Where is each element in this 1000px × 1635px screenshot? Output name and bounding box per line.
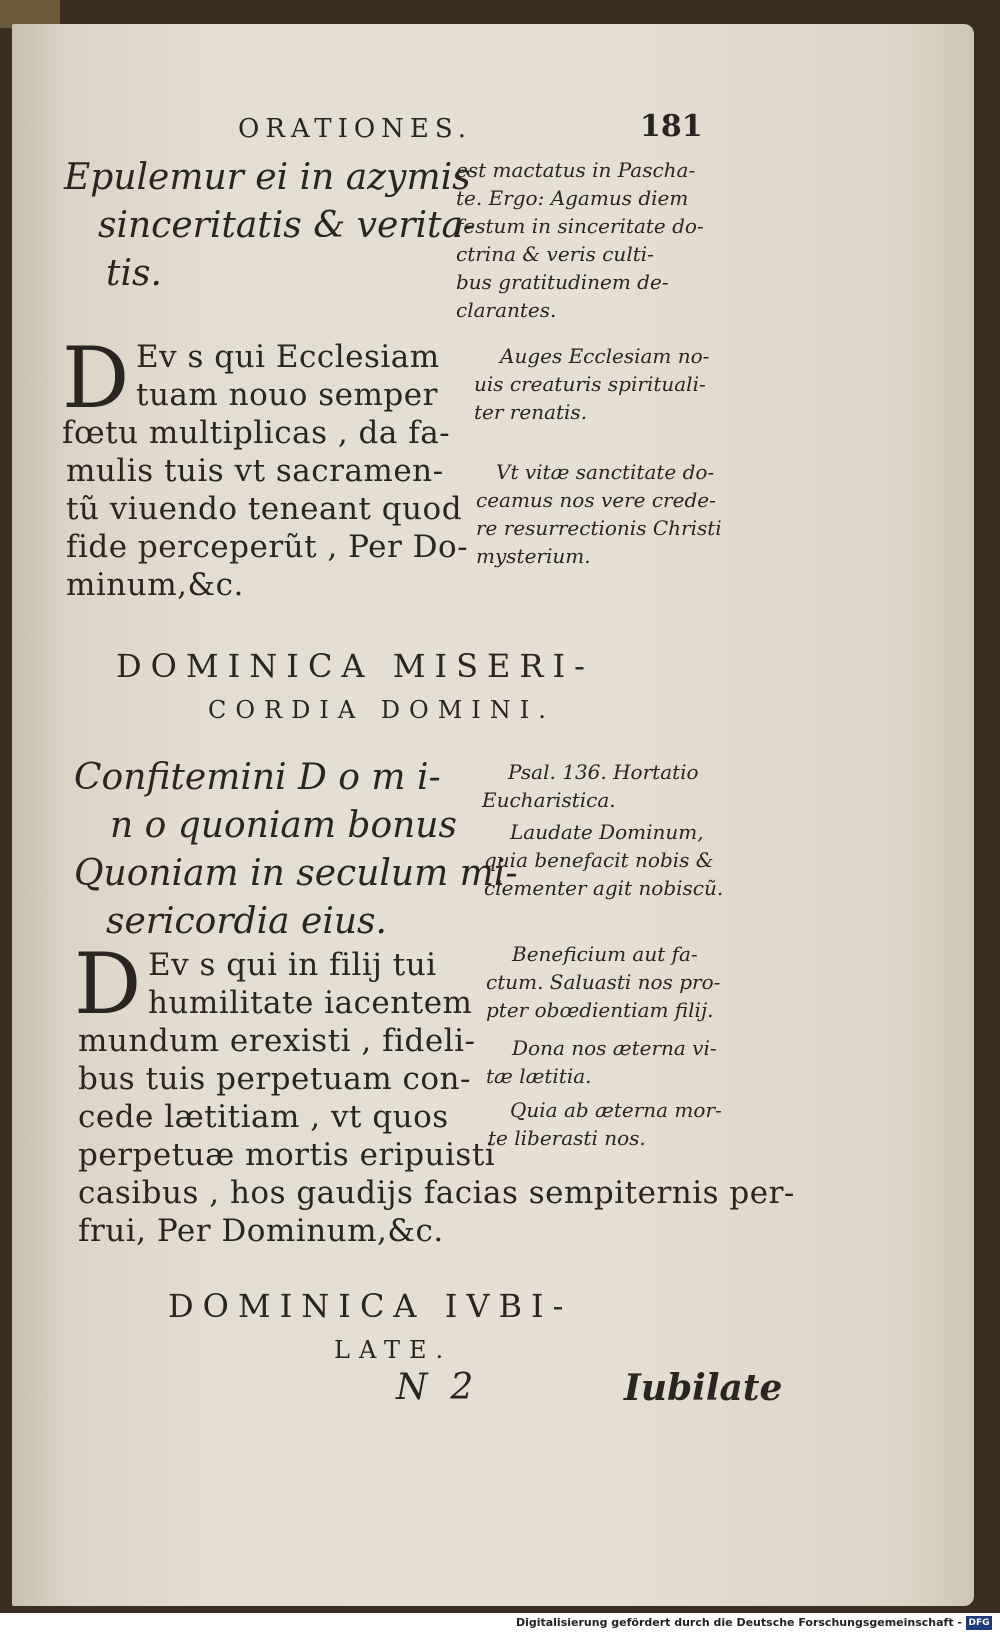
margin-note: ctrina & veris culti- (456, 242, 654, 266)
section2-title-line: n o quoniam bonus (110, 805, 457, 846)
margin-note: Psal. 136. Hortatio (508, 760, 699, 784)
prayer-line: fide perceperũt , Per Do- (66, 529, 469, 565)
folio-number: 181 (640, 109, 703, 144)
margin-note: clarantes. (456, 298, 557, 322)
prayer-line: minum,&c. (66, 567, 244, 603)
drop-cap: D (74, 935, 142, 1033)
margin-note: est mactatus in Pascha- (456, 158, 696, 182)
heading-dominica-misericordia: DOMINICA MISERI- (116, 647, 594, 685)
margin-note: uis creaturis spirituali- (474, 372, 706, 396)
margin-note: Beneficium aut fa- (512, 942, 698, 966)
margin-note: festum in sinceritate do- (456, 214, 704, 238)
section2-title-line: Quoniam in seculum mi- (74, 853, 518, 894)
signature-mark: N 2 (396, 1367, 474, 1408)
margin-note: ctum. Saluasti nos pro- (486, 970, 721, 994)
prayer-line: bus tuis perpetuam con- (78, 1061, 471, 1097)
prayer-line: mundum erexisti , fideli- (78, 1023, 476, 1059)
margin-note: re resurrectionis Christi (476, 516, 722, 540)
margin-note: te. Ergo: Agamus diem (456, 186, 689, 210)
prayer-line: tuam nouo semper (136, 377, 438, 413)
margin-note: Eucharistica. (482, 788, 616, 812)
section1-title-line: tis. (106, 253, 162, 294)
prayer-line: humilitate iacentem (148, 985, 473, 1021)
prayer-line: mulis tuis vt sacramen- (66, 453, 444, 489)
margin-note: te liberasti nos. (488, 1126, 646, 1150)
margin-note: Vt vitæ sanctitate do- (496, 460, 715, 484)
dfg-logo: DFG (966, 1616, 992, 1630)
margin-note: Auges Ecclesiam no- (500, 344, 710, 368)
heading-dominica-iubilate-line2: LATE. (334, 1336, 453, 1364)
prayer-line: Ev s qui in filij tui (148, 947, 437, 983)
section2-title-line: sericordia eius. (106, 901, 387, 942)
margin-note: ter renatis. (474, 400, 588, 424)
prayer-line: Ev s qui Ecclesiam (136, 339, 440, 375)
drop-cap: D (62, 329, 130, 427)
prayer-line: fœtu multiplicas , da fa- (62, 415, 451, 451)
margin-note: pter obœdientiam filij. (486, 998, 714, 1022)
prayer-line: frui, Per Dominum,&c. (78, 1213, 444, 1249)
section1-title-line: Epulemur ei in azymis (64, 157, 471, 198)
prayer-line: casibus , hos gaudijs facias sempiternis per- (78, 1175, 795, 1211)
margin-note: ceamus nos vere crede- (476, 488, 716, 512)
running-title: ORATIONES. (238, 114, 473, 144)
section1-title-line: sinceritatis & verita- (98, 205, 476, 246)
heading-dominica-misericordia-line2: CORDIA DOMINI. (208, 696, 555, 724)
margin-note: quia benefacit nobis & (484, 848, 714, 872)
catchword: Iubilate (624, 1367, 783, 1409)
margin-note: Laudate Dominum, (510, 820, 704, 844)
prayer-line: tũ viuendo teneant quod (66, 491, 463, 527)
section2-title-line: Confitemini D o m i- (74, 757, 441, 798)
margin-note: Quia ab æterna mor- (510, 1098, 722, 1122)
prayer-line: perpetuæ mortis eripuisti (78, 1137, 496, 1173)
margin-note: clementer agit nobiscũ. (484, 876, 724, 900)
margin-note: mysterium. (476, 544, 591, 568)
margin-note: Dona nos æterna vi- (512, 1036, 717, 1060)
margin-note: bus gratitudinem de- (456, 270, 669, 294)
margin-note: tæ lætitia. (486, 1064, 592, 1088)
prayer-line: cede lætitiam , vt quos (78, 1099, 449, 1135)
digitization-credit: Digitalisierung gefördert durch die Deutsche Forschungsgemeinschaft - (515, 1616, 962, 1629)
heading-dominica-iubilate: DOMINICA IVBI- (168, 1287, 573, 1325)
